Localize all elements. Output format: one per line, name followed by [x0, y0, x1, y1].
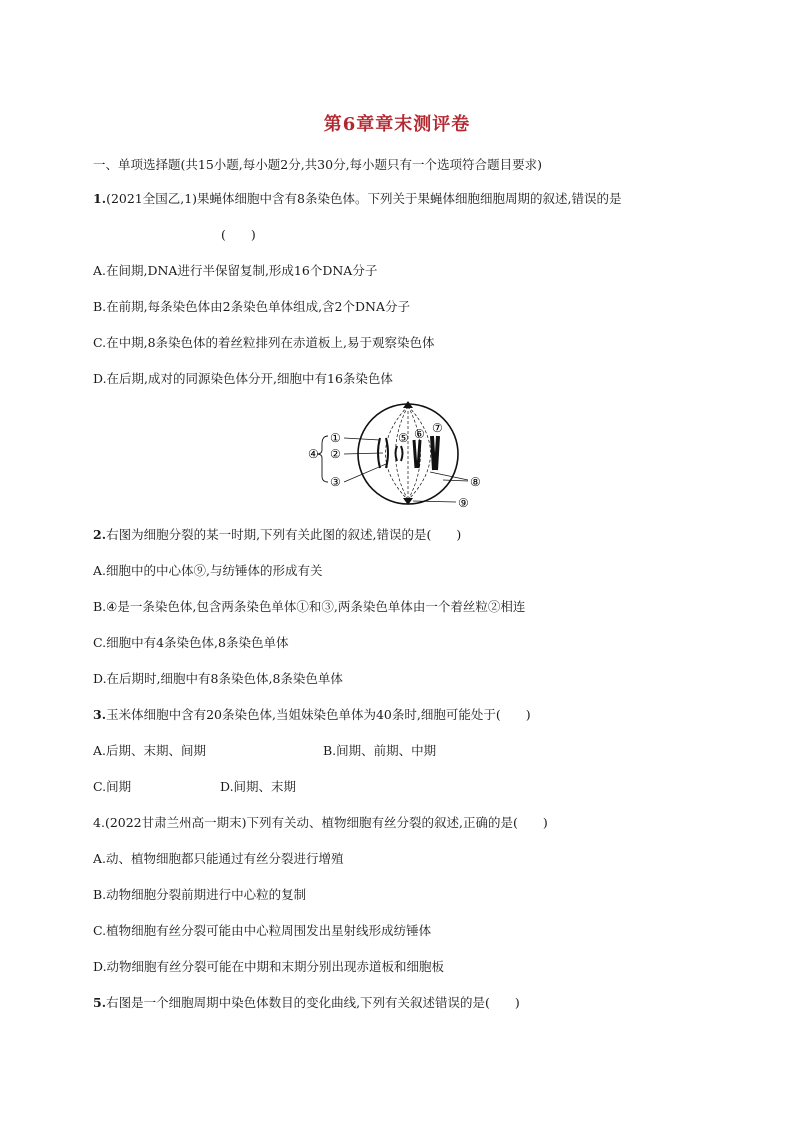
question-3	[93, 707, 531, 723]
label-1: ①	[330, 431, 341, 445]
page-title: 第6章章末测评卷	[323, 114, 471, 135]
label-6: ⑥	[414, 427, 425, 441]
label-9: ⑨	[458, 496, 469, 510]
option-c: C.间期	[93, 779, 132, 794]
option-b: B.间期、前期、中期	[323, 743, 437, 758]
option-a: A.后期、末期、间期	[93, 743, 207, 758]
option-c: C.植物细胞有丝分裂可能由中心粒周围发出星射线形成纺锤体	[93, 923, 432, 938]
question-number: 2.	[93, 527, 107, 542]
option-d: D.动物细胞有丝分裂可能在中期和末期分别出现赤道板和细胞板	[93, 959, 445, 974]
question-number: 5.	[93, 995, 107, 1010]
question-1	[93, 191, 621, 207]
question-2	[93, 527, 461, 543]
question-number: 1.	[93, 191, 107, 206]
question-5	[93, 995, 520, 1011]
question-stem: (2021全国乙,1)果蝇体细胞中含有8条染色体。下列关于果蝇体细胞细胞周期的叙述,错误的是	[106, 191, 622, 206]
option-b: B.在前期,每条染色体由2条染色单体组成,含2个DNA分子	[93, 299, 410, 314]
option-d: D.在后期时,细胞中有8条染色体,8条染色单体	[93, 671, 343, 686]
option-b: B.④是一条染色体,包含两条染色单体①和③,两条染色单体由一个着丝粒②相连	[93, 599, 526, 614]
label-7: ⑦	[432, 421, 443, 435]
option-b: B.动物细胞分裂前期进行中心粒的复制	[93, 887, 307, 902]
option-a: A.动、植物细胞都只能通过有丝分裂进行增殖	[93, 851, 344, 866]
question-stem: 玉米体细胞中含有20条染色体,当姐妹染色单体为40条时,细胞可能处于( )	[106, 707, 531, 722]
question-stem: (2022甘肃兰州高一期末)下列有关动、植物细胞有丝分裂的叙述,正确的是( )	[104, 815, 548, 830]
option-c: C.在中期,8条染色体的着丝粒排列在赤道板上,易于观察染色体	[93, 335, 435, 350]
question-stem: 右图为细胞分裂的某一时期,下列有关此图的叙述,错误的是( )	[106, 527, 462, 542]
label-3: ③	[330, 475, 341, 489]
option-a: A.在间期,DNA进行半保留复制,形成16个DNA分子	[93, 263, 378, 278]
question-number: 3.	[93, 707, 107, 722]
label-4: ④	[308, 447, 319, 461]
question-number: 4.	[93, 815, 105, 830]
label-5: ⑤	[398, 431, 409, 445]
mitosis-cell-figure	[308, 398, 488, 517]
answer-blank: ( )	[221, 227, 256, 242]
option-d: D.在后期,成对的同源染色体分开,细胞中有16条染色体	[93, 371, 393, 386]
option-a: A.细胞中的中心体⑨,与纺锤体的形成有关	[93, 563, 323, 578]
option-c: C.细胞中有4条染色体,8条染色单体	[93, 635, 289, 650]
section-heading: 一、单项选择题(共15小题,每小题2分,共30分,每小题只有一个选项符合题目要求)	[93, 157, 542, 172]
label-2: ②	[330, 447, 341, 461]
option-d: D.间期、末期	[220, 779, 297, 794]
question-stem: 右图是一个细胞周期中染色体数目的变化曲线,下列有关叙述错误的是( )	[106, 995, 520, 1010]
label-8: ⑧	[470, 475, 481, 489]
question-4	[93, 815, 548, 831]
